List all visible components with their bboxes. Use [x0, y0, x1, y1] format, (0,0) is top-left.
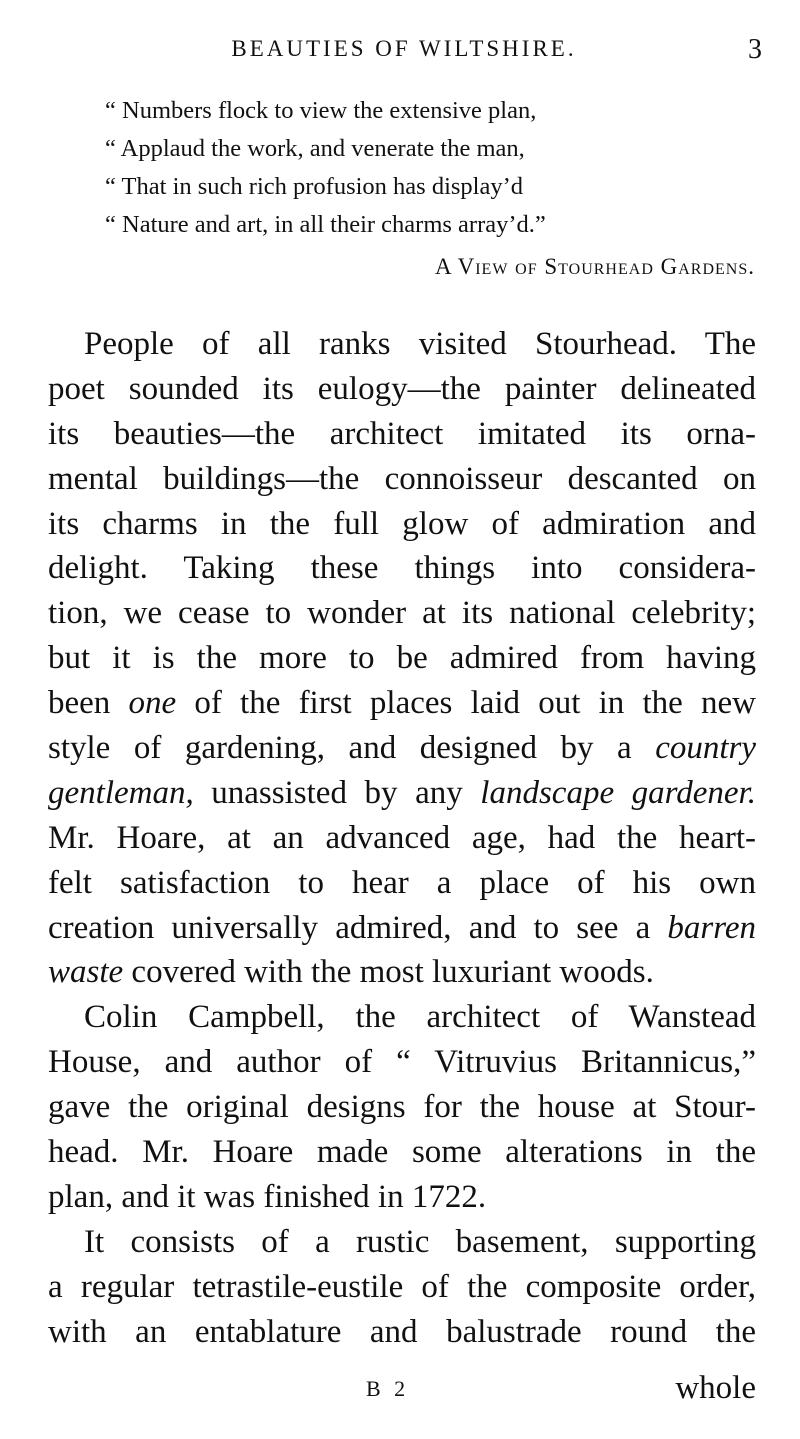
page-footer: [48, 1370, 756, 1416]
poem-line: “ Numbers flock to view the extensive plan,: [105, 97, 537, 124]
poem-line: “ Nature and art, in all their charms array’d.”: [105, 211, 546, 238]
italic-emphasis: landscape gardener.: [480, 774, 756, 811]
text-line: gentleman, unassisted by any landscape gardener.: [48, 774, 756, 811]
page-number: 3: [748, 34, 762, 65]
poem-attribution: A View of Stourhead Gardens.: [434, 254, 755, 279]
italic-emphasis: gentleman,: [48, 774, 194, 811]
text-line: its charms in the full glow of admiration and: [48, 505, 756, 542]
poem-epigraph: [105, 92, 745, 244]
text-line: head. Mr. Hoare made some alterations in the: [48, 1134, 756, 1171]
text-line: House, and author of “ Vitruvius Britannicus,”: [48, 1044, 756, 1081]
text-line: delight. Taking these things into considera-: [48, 550, 756, 587]
page-header: [48, 36, 760, 76]
body-text: [48, 322, 756, 1354]
text-line: Colin Campbell, the architect of Wanstead: [84, 999, 756, 1036]
text-line: People of all ranks visited Stourhead. The: [84, 326, 756, 362]
text-line: poet sounded its eulogy—the painter delineated: [48, 370, 756, 407]
signature-mark: B 2: [366, 1376, 410, 1401]
text-line: its beauties—the architect imitated its orna-: [48, 415, 756, 452]
text-line: been one of the first places laid out in the new: [48, 685, 756, 722]
text-line: gave the original designs for the house at Stour-: [48, 1089, 756, 1126]
italic-emphasis: country: [655, 730, 756, 767]
catchword: whole: [675, 1370, 756, 1406]
poem-line: “ Applaud the work, and venerate the man,: [105, 135, 525, 162]
text-line: mental buildings—the connoisseur descanted on: [48, 460, 756, 497]
poem-line: “ That in such rich profusion has display’d: [105, 173, 524, 200]
text-line: with an entablature and balustrade round the: [48, 1313, 756, 1350]
italic-emphasis: barren: [667, 909, 756, 946]
text-line: creation universally admired, and to see a barren: [48, 909, 756, 946]
text-line: waste covered with the most luxuriant woods.: [48, 954, 654, 991]
text-line: plan, and it was finished in 1722.: [48, 1178, 487, 1215]
text-line: tion, we cease to wonder at its national celebrity;: [48, 595, 756, 632]
text-line: but it is the more to be admired from having: [48, 640, 756, 677]
text-line: a regular tetrastile-eustile of the composite order,: [48, 1268, 756, 1305]
running-head: BEAUTIES OF WILTSHIRE.: [231, 36, 577, 61]
text-line: style of gardening, and designed by a country: [48, 730, 756, 767]
text-line: Mr. Hoare, at an advanced age, had the heart-: [48, 819, 756, 856]
italic-emphasis: one: [128, 685, 177, 722]
text-line: felt satisfaction to hear a place of his own: [48, 864, 756, 901]
text-line: It consists of a rustic basement, supporting: [84, 1223, 756, 1260]
italic-emphasis: waste: [48, 954, 124, 991]
